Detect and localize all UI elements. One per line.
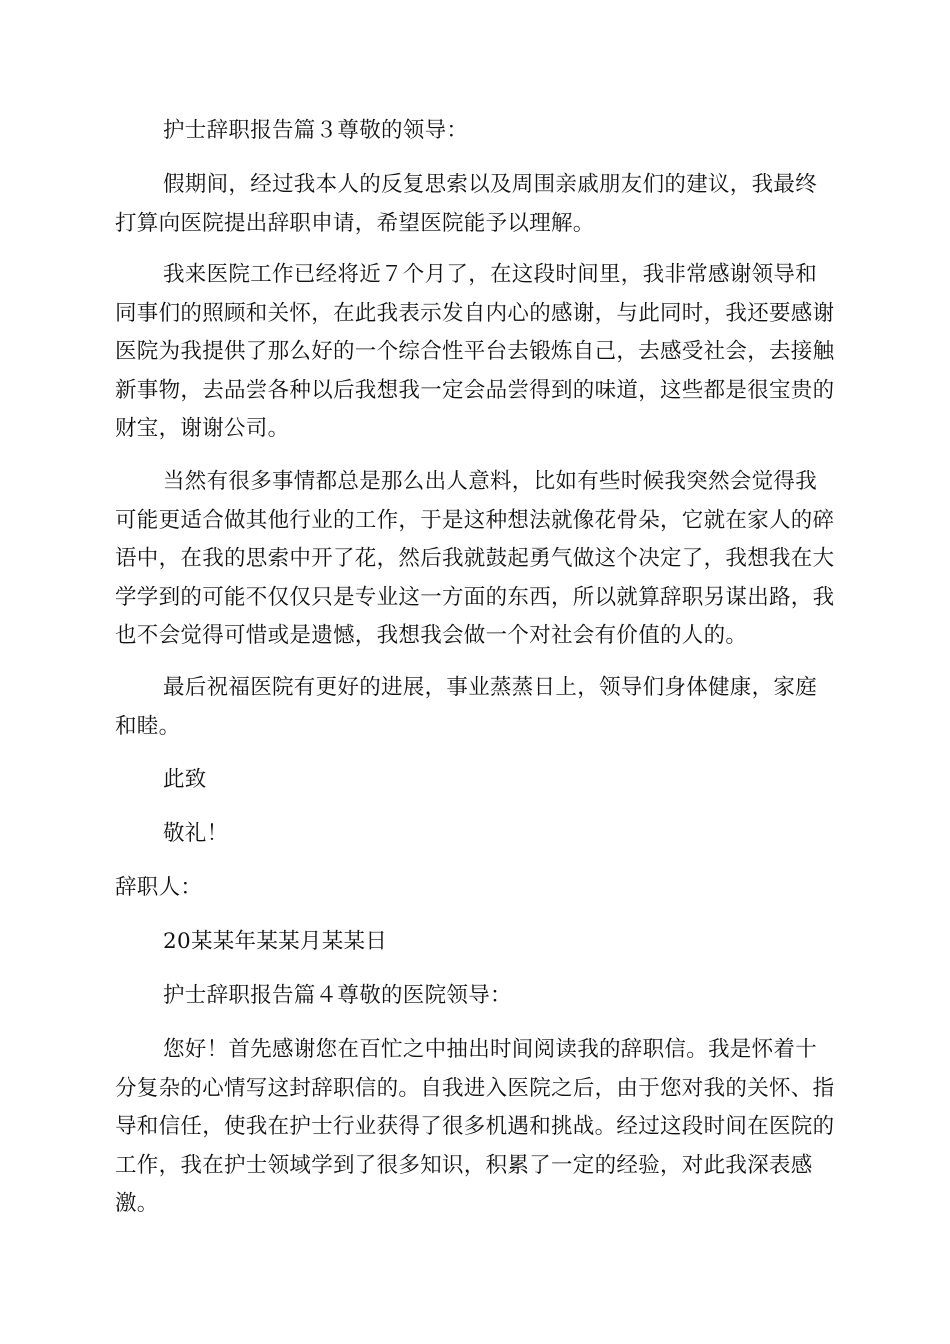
section-heading-3: 护士辞职报告篇３尊敬的领导： [163,118,469,143]
paragraph-2: 我来医院工作已经将近７个月了，在这段时间里，我非常感谢领导和同事们的照顾和关怀，在此我表示发自内心的感谢，与此同时，我还要感谢医院为我提供了那么好的一个综合性平台去锻炼自己，去感受社会，去接触新事物，去品尝各种以后我想我一定会品尝得到的味道，这些都是很宝贵的财宝，谢谢公司。 [115,262,835,441]
closing-regards: 敬礼！ [163,821,229,846]
paragraph-1: 假期间，经过我本人的反复思索以及周围亲戚朋友们的建议，我最终打算向医院提出辞职申请，希望医院能予以理解。 [115,172,818,236]
paragraph-4: 最后祝福医院有更好的进展，事业蒸蒸日上，领导们身体健康，家庭和睦。 [115,675,818,739]
section-heading-4: 护士辞职报告篇４尊敬的医院领导： [163,983,512,1008]
paragraph-5: 您好！首先感谢您在百忙之中抽出时间阅读我的辞职信。我是怀着十分复杂的心情写这封辞职信的。自我进入医院之后，由于您对我的关怀、指导和信任，使我在护士行业获得了很多机遇和挑战。经过这段时间在医院的工作，我在护士领域学到了很多知识，积累了一定的经验，对此我深表感激。 [115,1037,835,1216]
paragraph-3: 当然有很多事情都总是那么出人意料，比如有些时候我突然会觉得我可能更适合做其他行业的工作，于是这种想法就像花骨朵，它就在家人的碎语中，在我的思索中开了花，然后我就鼓起勇气做这个决定了，我想我在大学学到的可能不仅仅只是专业这一方面的东西，所以就算辞职另谋出路，我也不会觉得可惜或是遗憾，我想我会做一个对社会有价值的人的。 [115,469,835,648]
signer-label: 辞职人： [115,875,203,900]
signature-date: 20某某年某某月某某日 [163,929,388,954]
closing-salutation: 此致 [163,767,207,792]
